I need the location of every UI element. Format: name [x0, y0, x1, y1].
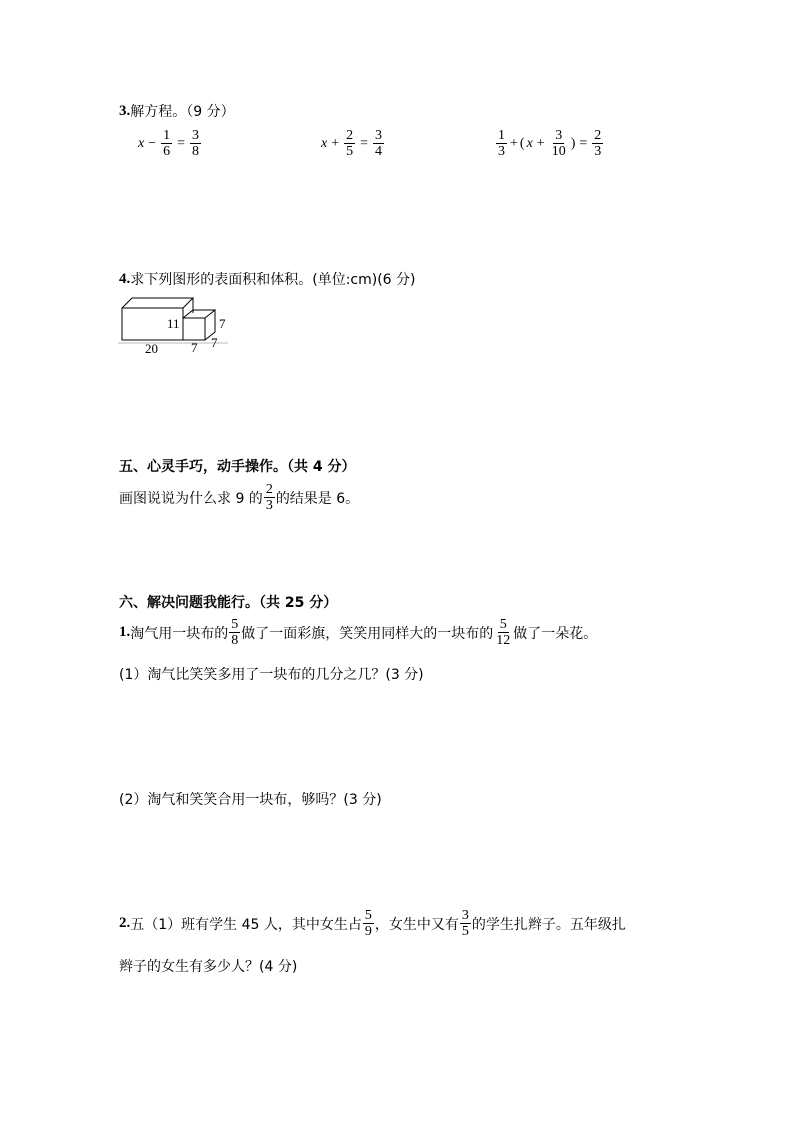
problem-1: [119, 617, 597, 648]
eq1-fraction-left: $\frac{1}{6}$: [163, 128, 171, 159]
p2-fraction-2: $\frac{3}{5}$: [461, 908, 469, 939]
section-5-heading: 五、心灵手巧，动手操作。（共 4 分）: [119, 459, 356, 475]
big-box-top: [122, 298, 193, 308]
label-small-height: 7: [219, 316, 226, 331]
eq3-left-paren: (: [519, 135, 525, 151]
problem-2: [119, 908, 626, 939]
eq3-equals: =: [579, 135, 588, 151]
p1-number: 1.: [119, 624, 131, 640]
p1-text-c: 做了一朵花。: [513, 625, 598, 642]
eq3-fraction-c: $\frac{2}{3}$: [594, 128, 602, 159]
p1-sub-question-1: (1）淘气比笑笑多用了一块布的几分之几？(3 分): [119, 667, 424, 683]
p1-fraction-2: $\frac{5}{12}$: [496, 617, 511, 648]
q4-title: 求下列图形的表面积和体积。(单位:cm)(6 分): [130, 272, 416, 288]
label-small-width: 7: [191, 340, 198, 354]
cuboid-figure: [118, 296, 233, 354]
eq3-operator: +: [536, 135, 545, 151]
p2-text-c: 的学生扎辫子。五年级扎: [471, 916, 626, 933]
equation-2: [321, 128, 385, 159]
p2-text-a: 五（1）班有学生 45 人，其中女生占: [130, 916, 362, 933]
eq2-equals: =: [360, 135, 369, 151]
p1-fraction-1: $\frac{5}{8}$: [231, 617, 239, 648]
q4-heading: [119, 269, 416, 289]
p2-fraction-1: $\frac{5}{9}$: [364, 908, 372, 939]
equation-1: [138, 128, 202, 159]
eq2-fraction-right: $\frac{3}{4}$: [375, 128, 383, 159]
s5-text-a: 画图说说为什么求 9 的: [119, 490, 263, 507]
eq3-fraction-a: $\frac{1}{3}$: [498, 128, 505, 159]
eq3-fraction-b: $\frac{3}{10}$: [551, 128, 566, 159]
label-small-depth: 7: [211, 335, 218, 350]
p1-sub-question-2: (2）淘气和笑笑合用一块布，够吗？(3 分): [119, 792, 382, 808]
q3-number: 3.: [119, 102, 131, 119]
eq1-fraction-right: $\frac{3}{8}$: [192, 128, 200, 159]
s5-text-b: 的结果是 6。: [275, 490, 360, 507]
eq2-fraction-left: $\frac{2}{5}$: [346, 128, 354, 159]
eq1-variable: x: [138, 135, 145, 151]
eq1-equals: =: [177, 135, 186, 151]
p1-text-b: 做了一面彩旗，笑笑用同样大的一块布的: [241, 625, 494, 642]
p1-text-a: 淘气用一块布的: [130, 625, 229, 642]
eq3-plus: +: [510, 135, 518, 151]
p2-number: 2.: [119, 915, 131, 931]
p2-text-b: ，女生中又有: [374, 916, 459, 933]
eq2-operator: +: [331, 135, 340, 151]
label-big-length: 20: [145, 341, 158, 354]
eq3-variable: x: [526, 135, 533, 151]
p2-line-2: 辫子的女生有多少人？(4 分): [119, 959, 298, 975]
eq2-variable: x: [321, 135, 328, 151]
s5-fraction: $\frac{2}{3}$: [265, 482, 273, 513]
section-6-heading: 六、解决问题我能行。（共 25 分）: [119, 595, 338, 611]
label-big-height: 11: [167, 316, 180, 331]
small-box-front: [183, 318, 205, 340]
q3-title: 解方程。（9 分）: [130, 104, 235, 120]
section-5-text: [119, 482, 359, 513]
eq3-right-paren: ): [570, 135, 576, 151]
q4-number: 4.: [119, 270, 131, 287]
eq1-operator: −: [148, 135, 157, 151]
q3-heading: [119, 101, 235, 121]
small-box-top: [183, 310, 215, 318]
equation-3: [495, 128, 604, 159]
